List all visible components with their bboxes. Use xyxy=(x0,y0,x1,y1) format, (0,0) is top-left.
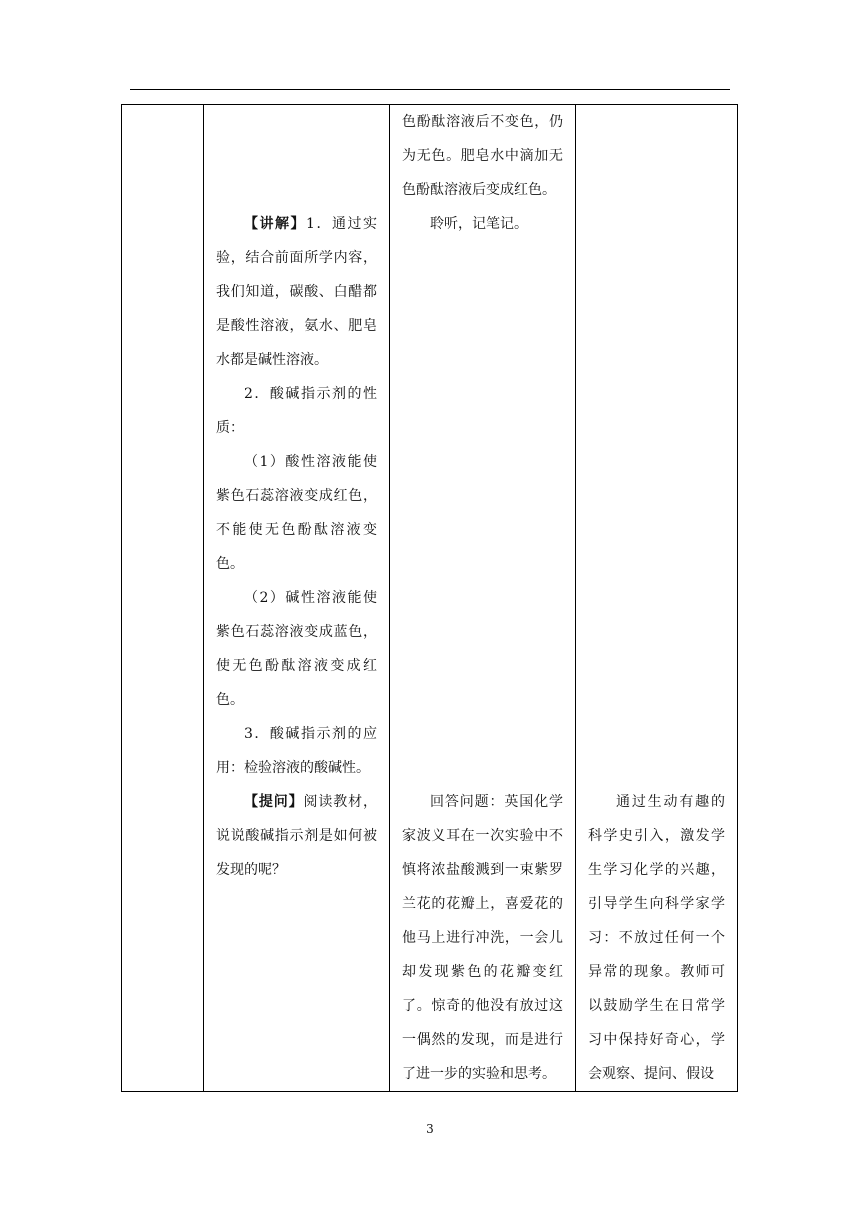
teacher-activity-cell xyxy=(204,105,390,1092)
question-text: 阅读教材，说说酸碱指示剂是如何被发现的呢？ xyxy=(216,794,377,878)
explain-label: 【讲解】 xyxy=(244,216,307,232)
header-rule xyxy=(130,89,730,90)
explain-paragraph xyxy=(216,207,377,377)
stage-column-cell xyxy=(122,105,204,1092)
indicator-properties-heading: 2．酸碱指示剂的性质： xyxy=(216,386,377,436)
listen-note: 聆听，记笔记。 xyxy=(430,216,528,232)
spacer xyxy=(588,105,725,785)
spacer xyxy=(216,105,377,207)
answer-paragraph: 回答问题：英国化学家波义耳在一次实验中不慎将浓盐酸溅到一束紫罗兰花的花瓣上，喜爱花的他马上进行冲洗，一会儿却发现紫色的花瓣变红了。惊奇的他没有放过这一偶然的发现，而是进行了进一步的实验和思考。 xyxy=(402,794,563,1082)
page-number: 3 xyxy=(426,1122,434,1136)
question-label: 【提问】 xyxy=(244,794,304,810)
acid-solution-property: （1）酸性溶液能使紫色石蕊溶液变成红色，不能使无色酚酞溶液变色。 xyxy=(216,454,377,572)
base-solution-property: （2）碱性溶液能使紫色石蕊溶液变成蓝色，使无色酚酞溶液变成红色。 xyxy=(216,590,377,708)
lesson-plan-table xyxy=(121,104,738,1092)
spacer xyxy=(402,241,563,785)
design-intent-paragraph: 通过生动有趣的科学史引入，激发学生学习化学的兴趣，引导学生向科学家学习：不放过任何一个异常的现象。教师可以鼓励学生在日常学习中保持好奇心，学会观察、提问、假设 xyxy=(588,794,725,1082)
question-paragraph xyxy=(216,785,377,887)
indicator-application: 3．酸碱指示剂的应用：检验溶液的酸碱性。 xyxy=(216,726,377,776)
table-row xyxy=(122,105,738,1092)
student-activity-cell xyxy=(390,105,576,1092)
explain-text: 1．通过实验，结合前面所学内容，我们知道，碳酸、白醋都是酸性溶液，氨水、肥皂水都是碱性溶液。 xyxy=(216,216,377,368)
design-intent-cell xyxy=(576,105,738,1092)
phenolphthalein-observation: 色酚酞溶液后不变色，仍为无色。肥皂水中滴加无色酚酞溶液后变成红色。 xyxy=(402,114,563,198)
